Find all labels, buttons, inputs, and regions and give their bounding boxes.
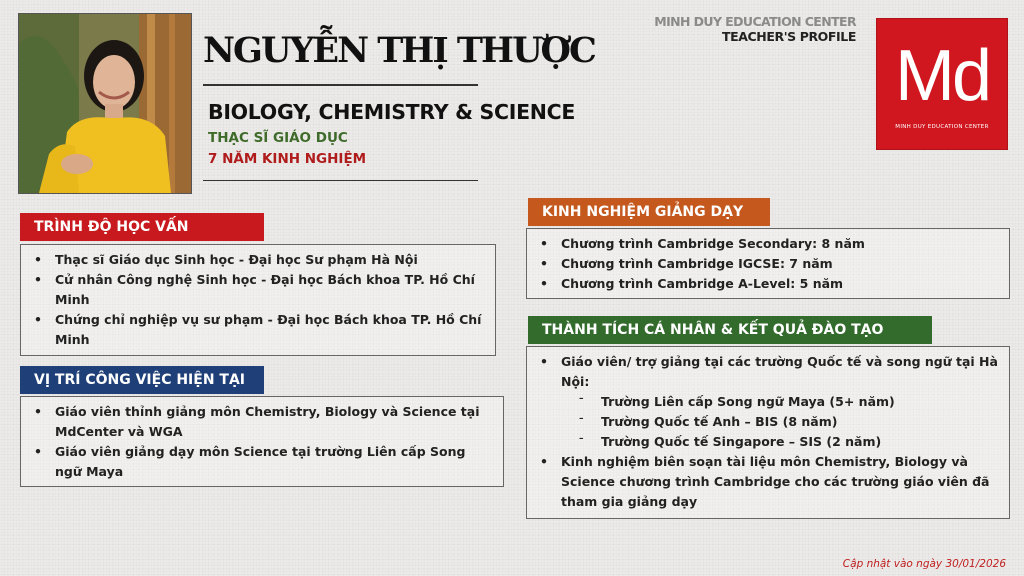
teaching-experience-item: • Chương trình Cambridge A-Level: 5 năm	[537, 274, 1001, 294]
current-position-box	[20, 396, 504, 487]
achievement-item: • Giáo viên/ trợ giảng tại các trường Quốc tế và song ngữ tại Hà Nội:	[537, 352, 1001, 392]
teaching-experience-item: • Chương trình Cambridge IGCSE: 7 năm	[537, 254, 1001, 274]
teacher-name: NGUYỄN THỊ THƯỢC	[203, 30, 595, 71]
achievements-box	[526, 346, 1010, 519]
name-divider	[203, 84, 478, 86]
updated-date: Cập nhật vào ngày 30/01/2026	[842, 558, 1006, 570]
title-divider	[203, 180, 478, 181]
logo-text: Md	[894, 36, 990, 116]
education-heading: TRÌNH ĐỘ HỌC VẤN	[20, 213, 264, 241]
current-position-heading: VỊ TRÍ CÔNG VIỆC HIỆN TẠI	[20, 366, 264, 394]
teacher-subjects: BIOLOGY, CHEMISTRY & SCIENCE	[208, 100, 576, 124]
school-item: – Trường Liên cấp Song ngữ Maya (5+ năm)	[537, 392, 1001, 412]
achievement-item: • Kinh nghiệm biên soạn tài liệu môn Chemistry, Biology và Science chương trình Cambridge cho các trường giáo viên đã tham gia giảng dạy	[537, 452, 1001, 512]
teaching-experience-item: • Chương trình Cambridge Secondary: 8 năm	[537, 234, 1001, 254]
education-item: • Thạc sĩ Giáo dục Sinh học - Đại học Sư phạm Hà Nội	[31, 250, 487, 270]
center-name: MINH DUY EDUCATION CENTER	[654, 14, 856, 29]
teacher-experience-years: 7 NĂM KINH NGHIỆM	[208, 151, 367, 167]
current-position-item: • Giáo viên giảng dạy môn Science tại trường Liên cấp Song ngữ Maya	[31, 442, 495, 482]
school-item: – Trường Quốc tế Singapore – SIS (2 năm)	[537, 432, 1001, 452]
teacher-degree: THẠC SĨ GIÁO DỤC	[208, 130, 348, 146]
teaching-experience-heading: KINH NGHIỆM GIẢNG DẠY	[528, 198, 770, 226]
education-item: • Chứng chỉ nghiệp vụ sư phạm - Đại học Bách khoa TP. Hồ Chí Minh	[31, 310, 487, 350]
school-item: – Trường Quốc tế Anh – BIS (8 năm)	[537, 412, 1001, 432]
logo-subtext: MINH DUY EDUCATION CENTER	[895, 124, 989, 130]
education-box	[20, 244, 496, 356]
achievements-heading: THÀNH TÍCH CÁ NHÂN & KẾT QUẢ ĐÀO TẠO	[528, 316, 932, 344]
profile-title: TEACHER'S PROFILE	[721, 29, 856, 44]
teacher-photo	[18, 13, 192, 194]
md-logo	[876, 18, 1008, 150]
current-position-item: • Giáo viên thỉnh giảng môn Chemistry, Biology và Science tại MdCenter và WGA	[31, 402, 495, 442]
teaching-experience-box	[526, 228, 1010, 299]
education-item: • Cử nhân Công nghệ Sinh học - Đại học Bách khoa TP. Hồ Chí Minh	[31, 270, 487, 310]
